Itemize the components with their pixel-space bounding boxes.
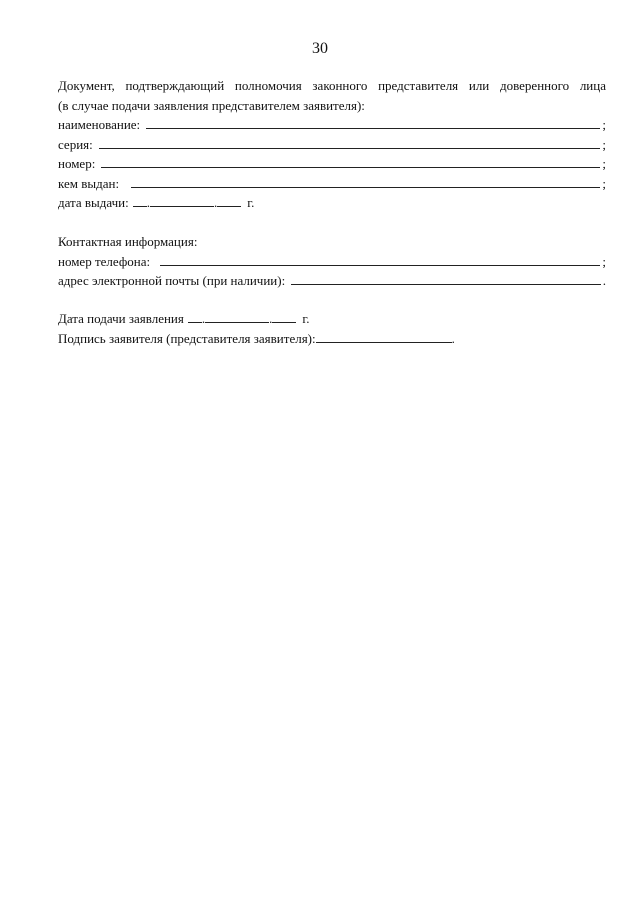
signature-input[interactable] [316, 329, 452, 343]
issue-date-sep1: . [146, 195, 151, 210]
contact-section [58, 232, 606, 291]
submission-month-input[interactable] [205, 309, 269, 323]
submission-year-input[interactable] [272, 309, 296, 323]
section-heading: Документ, подтверждающий полномочия законного представителя или доверенного лица [58, 78, 606, 93]
field-issue-date-label: дата выдачи: [58, 195, 129, 210]
submission-date-sep2: . [269, 311, 273, 326]
email-label: адрес электронной почты (при наличии): [58, 273, 286, 288]
issue-date-sep2: . [214, 195, 218, 210]
field-number-row [58, 154, 606, 174]
issue-month-input[interactable] [150, 193, 214, 207]
phone-label: номер телефона: [58, 253, 151, 269]
field-number-end: ; [602, 156, 606, 171]
issue-day-input[interactable] [133, 193, 147, 207]
field-number-input[interactable] [101, 154, 600, 168]
submission-date-label: Дата подачи заявления [58, 311, 184, 326]
field-issuer-row [58, 174, 606, 194]
field-issuer-end: ; [602, 175, 606, 191]
field-series-input[interactable] [99, 135, 601, 149]
submission-section [58, 309, 606, 348]
email-input[interactable] [291, 271, 601, 285]
phone-end: ; [602, 253, 606, 269]
signature-label: Подпись заявителя (представителя заявителя): [58, 330, 316, 346]
field-issuer-input[interactable] [131, 174, 600, 188]
signature-end: . [451, 330, 455, 346]
issue-date-suffix: г. [247, 195, 255, 210]
field-name-input[interactable] [146, 115, 600, 129]
submission-date-suffix: г. [302, 311, 310, 326]
email-end: . [602, 273, 606, 288]
field-series-end: ; [602, 136, 606, 152]
field-issuer-label: кем выдан: [58, 175, 120, 191]
field-name-label: наименование: [58, 117, 141, 132]
signature-row [58, 329, 606, 349]
field-series-label: серия: [58, 136, 93, 152]
submission-day-input[interactable] [188, 309, 202, 323]
contact-heading: Контактная информация: [58, 234, 198, 249]
field-name-row [58, 115, 606, 135]
phone-input[interactable] [160, 252, 600, 266]
field-number-label: номер: [58, 156, 96, 171]
section-heading-note: (в случае подачи заявления представителем заявителя): [58, 97, 365, 113]
submission-date-row [58, 309, 606, 329]
representative-document-section [58, 76, 606, 213]
page-number: 30 [312, 40, 328, 57]
field-series-row [58, 135, 606, 155]
field-issue-date-row [58, 193, 606, 213]
phone-row [58, 252, 606, 272]
submission-date-sep1: . [201, 311, 206, 326]
field-name-end: ; [602, 117, 606, 132]
email-row [58, 271, 606, 291]
issue-year-input[interactable] [217, 193, 241, 207]
